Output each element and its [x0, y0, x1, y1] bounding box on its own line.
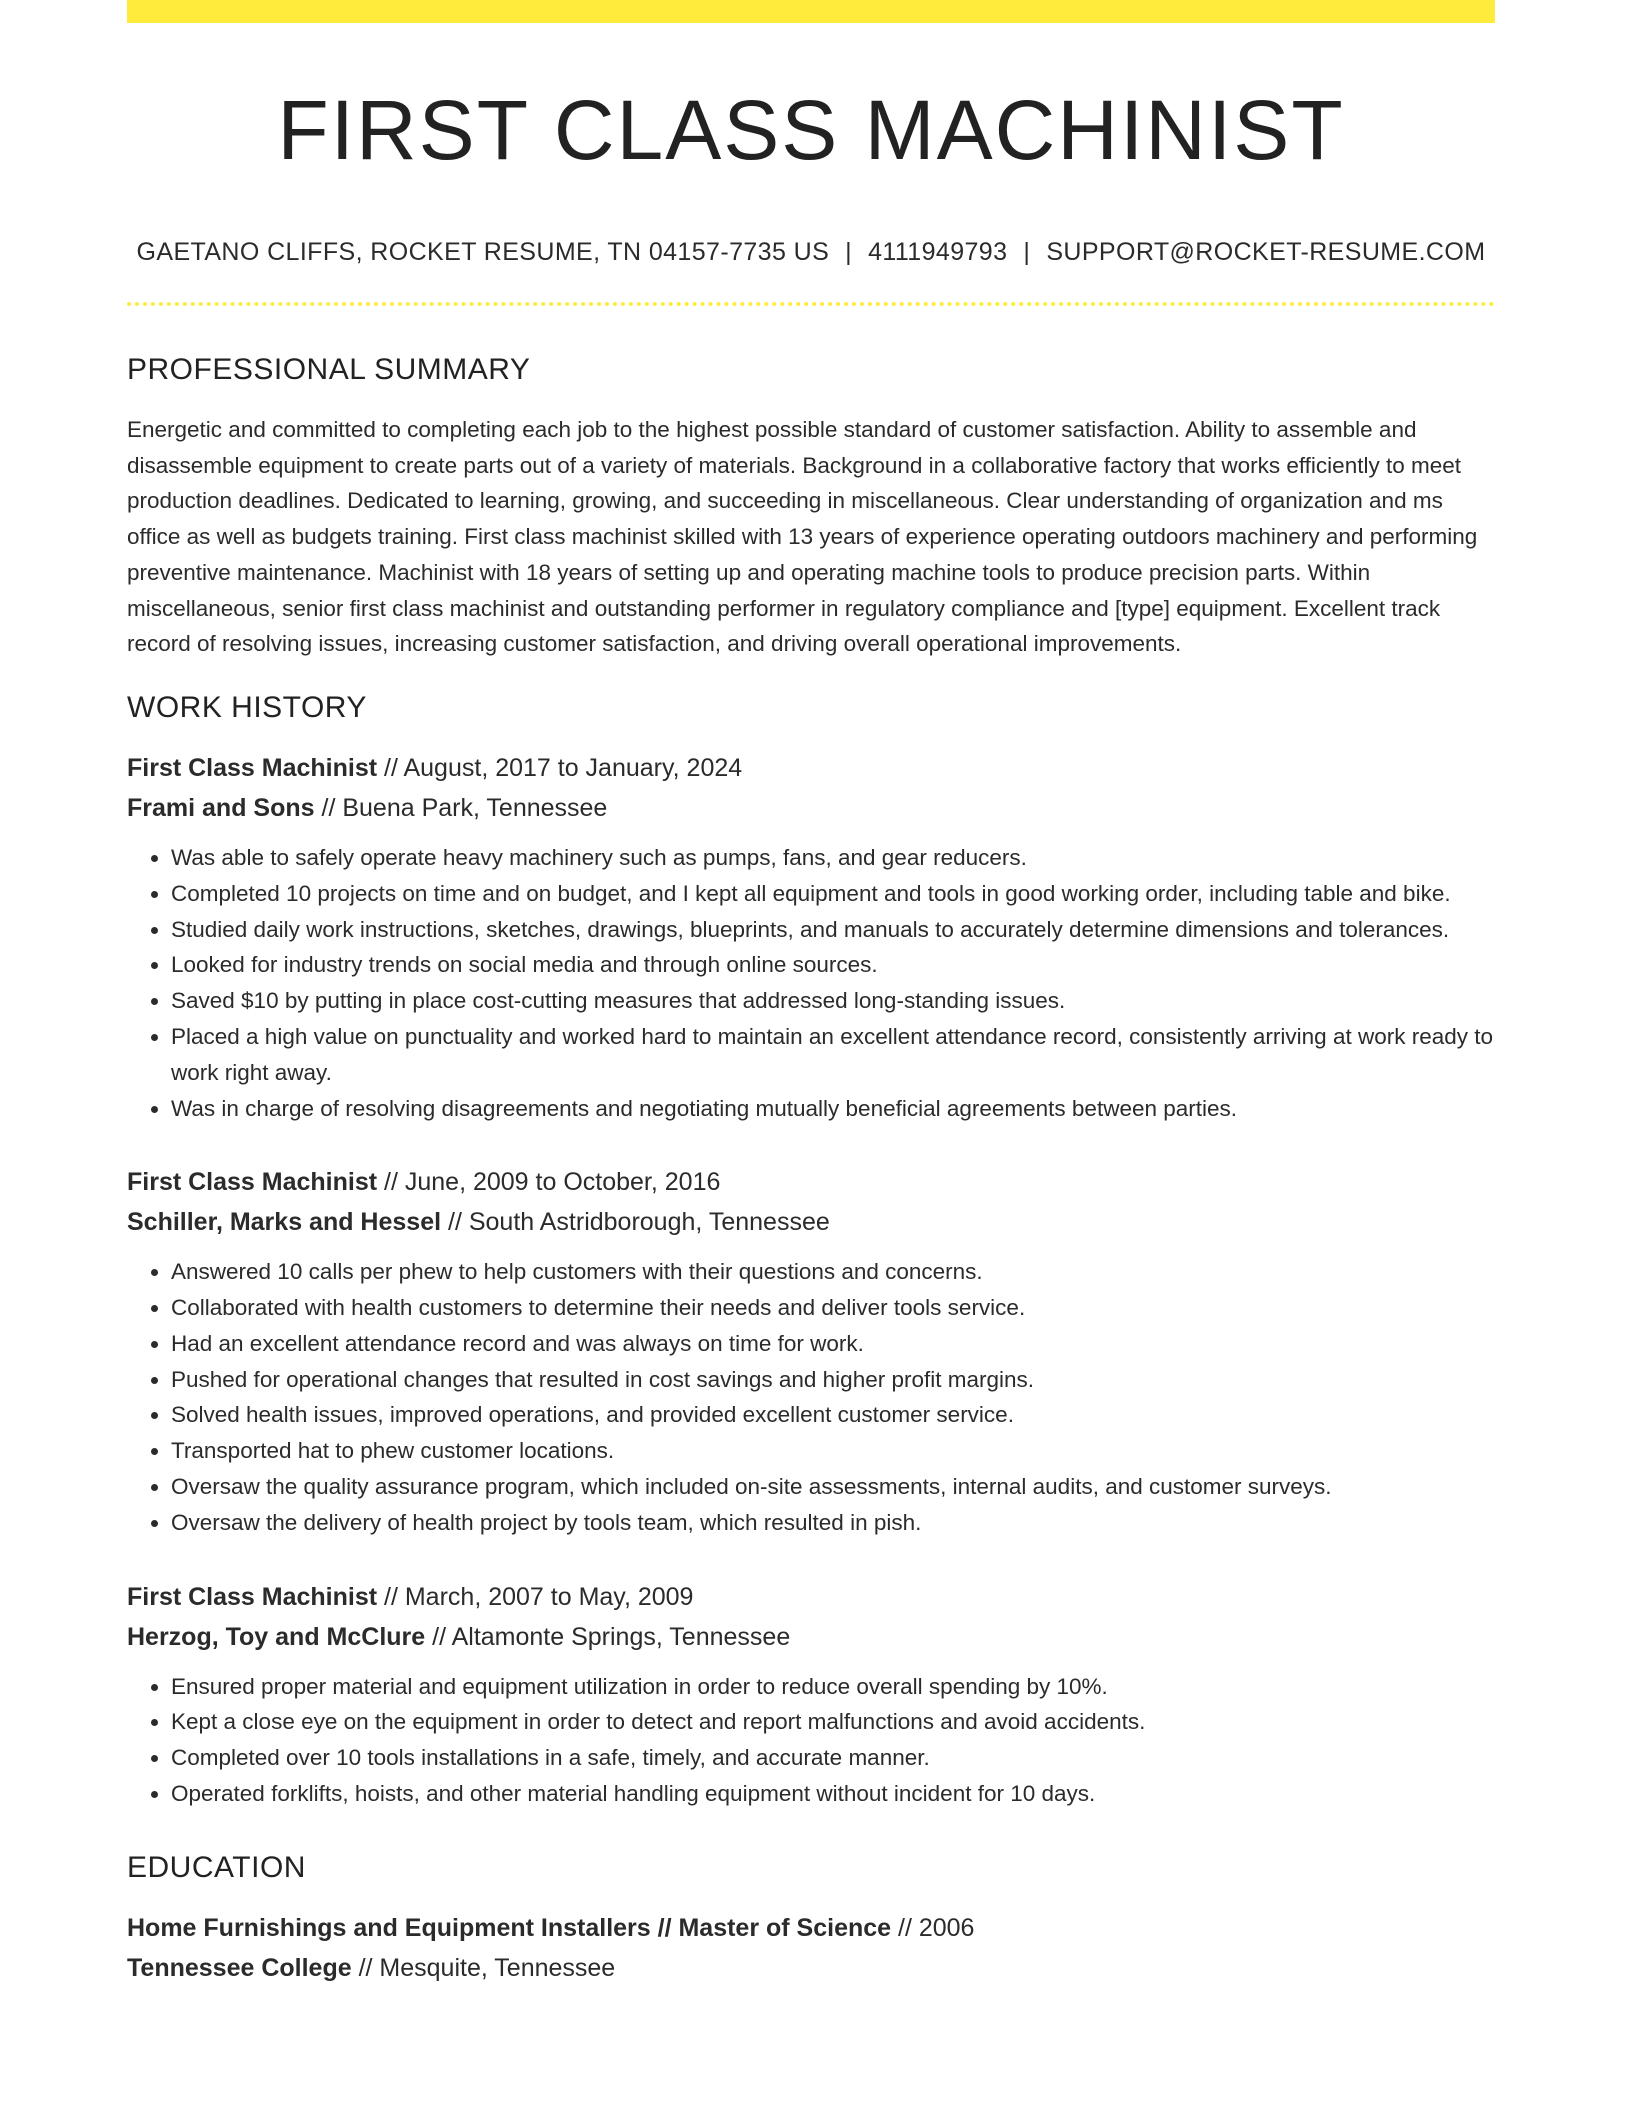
job-bullet: • Studied daily work instructions, sketches, drawings, blueprints, and manuals to accurately determine dimensions and tolerances. — [171, 912, 1495, 948]
education-entry — [127, 1908, 1495, 1988]
job-bullet: • Ensured proper material and equipment utilization in order to reduce overall spending by 10%. — [171, 1669, 1495, 1705]
job-bullet: • Collaborated with health customers to determine their needs and deliver tools service. — [171, 1290, 1495, 1326]
job-dates: // August, 2017 to January, 2024 — [377, 753, 743, 782]
job-bullet: • Pushed for operational changes that resulted in cost savings and higher profit margins. — [171, 1362, 1495, 1398]
education-degree: Home Furnishings and Equipment Installers // Master of Science — [127, 1913, 892, 1942]
job-location: // Buena Park, Tennessee — [314, 793, 608, 822]
job-dates: // March, 2007 to May, 2009 — [377, 1582, 694, 1611]
job-bullet: • Kept a close eye on the equipment in order to detect and report malfunctions and avoid accidents. — [171, 1704, 1495, 1740]
education-location: // Mesquite, Tennessee — [351, 1953, 616, 1982]
job-role: First Class Machinist — [127, 753, 378, 782]
job-location: // South Astridborough, Tennessee — [441, 1208, 830, 1237]
job-location: // Altamonte Springs, Tennessee — [425, 1622, 791, 1651]
job-bullets — [127, 1669, 1495, 1812]
education-school-line — [127, 1948, 1495, 1988]
contact-address: GAETANO CLIFFS, ROCKET RESUME, TN 04157-7735 US — [136, 238, 830, 266]
resume-content — [127, 23, 1495, 1988]
work-history-list — [127, 748, 1495, 1812]
job-bullet: • Completed over 10 tools installations in a safe, timely, and accurate manner. — [171, 1740, 1495, 1776]
job-bullet: • Operated forklifts, hoists, and other material handling equipment without incident for 10 days. — [171, 1776, 1495, 1812]
job-title-line — [127, 1162, 1495, 1202]
contact-line — [127, 236, 1495, 268]
job-bullet: • Looked for industry trends on social media and through online sources. — [171, 947, 1495, 983]
job-bullet: • Oversaw the quality assurance program, which included on-site assessments, internal audits, and customer surveys. — [171, 1469, 1495, 1505]
job-company-line — [127, 1202, 1495, 1242]
job-company: Herzog, Toy and McClure — [127, 1622, 426, 1651]
job-bullet: • Was able to safely operate heavy machinery such as pumps, fans, and gear reducers. — [171, 840, 1495, 876]
summary-text: Energetic and committed to completing each job to the highest possible standard of customer satisfaction. Ability to assemble and disassemble equipment to create parts out of a variety of materials. Background in a collaborative factory that works efficiently to meet production deadlines. Dedicated to learning, growing, and succeeding in miscellaneous. Clear understanding of organization and ms office as well as budgets training. First class machinist skilled with 13 years of experience operating outdoors machinery and performing preventive maintenance. Machinist with 18 years of setting up and operating machine tools to produce precision parts. Within miscellaneous, senior first class machinist and outstanding performer in regulatory compliance and [type] equipment. Excellent track record of resolving issues, increasing customer satisfaction, and driving overall operational improvements. — [127, 417, 1478, 657]
job-bullet: • Placed a high value on punctuality and worked hard to maintain an excellent attendance record, consistently arriving at work ready to work right away. — [171, 1019, 1495, 1091]
job-bullet: • Solved health issues, improved operations, and provided excellent customer service. — [171, 1397, 1495, 1433]
job-entry — [127, 1162, 1495, 1540]
job-company: Schiller, Marks and Hessel — [127, 1208, 442, 1237]
job-entry — [127, 748, 1495, 1126]
accent-bar — [127, 0, 1495, 23]
job-title-line — [127, 748, 1495, 788]
contact-email: SUPPORT@ROCKET-RESUME.COM — [1046, 238, 1486, 266]
job-bullets — [127, 1254, 1495, 1540]
summary-heading: PROFESSIONAL SUMMARY — [127, 353, 531, 386]
job-role: First Class Machinist — [127, 1168, 378, 1197]
job-bullet: • Had an excellent attendance record and was always on time for work. — [171, 1326, 1495, 1362]
job-bullet: • Was in charge of resolving disagreements and negotiating mutually beneficial agreements between parties. — [171, 1091, 1495, 1127]
resume-name: FIRST CLASS MACHINIST — [277, 83, 1345, 177]
job-bullet: • Completed 10 projects on time and on budget, and I kept all equipment and tools in good working order, including table and bike. — [171, 876, 1495, 912]
dotted-divider — [127, 302, 1495, 306]
job-company: Frami and Sons — [127, 793, 315, 822]
job-bullet: • Transported hat to phew customer locations. — [171, 1433, 1495, 1469]
job-bullets — [127, 840, 1495, 1126]
job-company-line — [127, 1617, 1495, 1657]
contact-phone: 4111949793 — [868, 238, 1008, 266]
job-bullet: • Answered 10 calls per phew to help customers with their questions and concerns. — [171, 1254, 1495, 1290]
education-year: // 2006 — [891, 1913, 975, 1942]
education-school: Tennessee College — [127, 1953, 352, 1982]
work-history-heading: WORK HISTORY — [127, 690, 367, 724]
education-degree-line — [127, 1908, 1495, 1948]
job-bullet: • Oversaw the delivery of health project by tools team, which resulted in pish. — [171, 1505, 1495, 1541]
education-heading: EDUCATION — [127, 1850, 306, 1884]
job-entry — [127, 1577, 1495, 1812]
job-company-line — [127, 788, 1495, 828]
job-bullet: • Saved $10 by putting in place cost-cutting measures that addressed long-standing issues. — [171, 983, 1495, 1019]
job-dates: // June, 2009 to October, 2016 — [377, 1168, 721, 1197]
contact-separator: | — [845, 238, 853, 266]
contact-separator: | — [1023, 238, 1031, 266]
job-role: First Class Machinist — [127, 1582, 378, 1611]
job-title-line — [127, 1577, 1495, 1617]
